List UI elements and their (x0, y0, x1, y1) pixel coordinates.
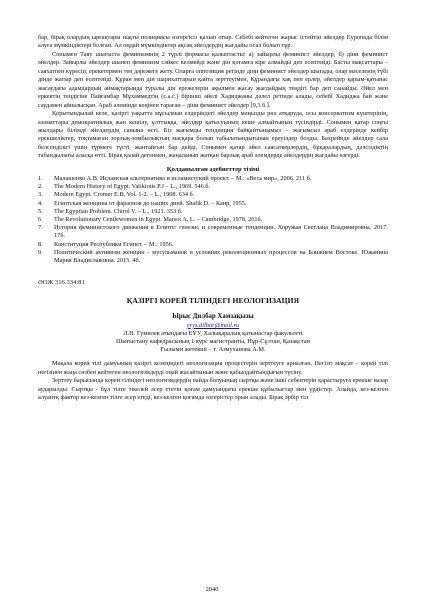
references-heading: Қолданылған әдебиеттер тізімі (166, 165, 260, 173)
reference-item (38, 208, 388, 216)
references-list (38, 175, 388, 265)
reference-text: Египтская женщина от фараонов до наших дней. Shafik D. – Каир, 1955. (54, 199, 247, 207)
reference-number: 1. (38, 175, 43, 182)
reference-text: The Revolutionary Centlewomen in Egypt. Marsot A. L. – Cambridge, 1978. 261б. (54, 216, 263, 224)
abstract-paragraph: Зерттеу барысында корей тіліндегі неологизмдердің пайда болуының сыртқы және ішкі себептерін қарастыруға ерекше назар аударылды. Сыртқы - бұл тілге тікелей әсер ететін қоғам дамуындағы ерекше құбылыстар мен үрдістер. Алайда, кез-келген алуантқ фактор кез-келген тілге әсер етеді, кез-келген қоғамда өзгерістер орын алады. Бірақ әрбір тіл (38, 377, 388, 402)
abstract (38, 360, 388, 402)
document-page (38, 34, 388, 402)
udc-code: ӘОЖ 316.334:81 (38, 279, 85, 287)
reference-text: Modern Egypt. Cromer E.B. Vol. 1-2. – L., 1908. 634 б. (54, 191, 195, 199)
reference-number: 7. (38, 224, 43, 232)
paragraph: бар, бірақ олардың ырғақтары нақты позициясы өзгергісіз қалып отыр. Себебі кейтеген жарыс істейтін әйелдер Еуропада білім алуға мүмкіндіктері болған. Ал оңдай мүмкіндіктер ақсақ әйелдердің жағдайы осал болып тұр. (38, 34, 388, 50)
reference-item (38, 216, 388, 224)
reference-text: История феминистского движения в Египте: генезис и современные тенденции. Хоружая Светлана Владимировна. 2017. 17б. (54, 224, 388, 240)
paragraph: Қорытындылай келе, қазіргі уақытта мұсылман елдеріндегі әйелдер мәңызды рөл атқаруда, осы консерватизм күштерінің, азаматтары демократиялық жан кешілу, ұлттыққа, әйелдер қатысуының кеше алмайтынын түсіндірді. Сонымен қатар соңғы жылдары білімді әйелдердің санына өсті. Біз жағымды тенденция байқайтынымыз – жағымсыз араб елдерінде кейбір ерекшеліктер, тоқтамаған зорлық-зомбылықтың масқара болып табылатындығынан ереуілдер болды. Бахрейнде әйелдер сала белсенділігі үшін түрмеге түсті, жантайғын бар дейді. Сонымен қатар әйел саясаткерлердің, бұқаралардың, дәлсіздіктің табандылығы аласқа өтті. Бірақ қалай дегенмен, жаңаланып жатқан барлық араб әлемдерде әйелдердің жағдайы өзгерді. (38, 110, 388, 160)
page-number: 2040 (205, 586, 219, 593)
reference-number: 4. (38, 199, 43, 207)
affiliation-line: Шығыстану кафедрасының 1 курс магистранты, Нұр-Сұлтан, Қазақстан (116, 338, 310, 346)
paragraph: Сонымен Таяу шығыста феминизмнің 2 түрлі формасы қалыптасты: а) зайырлы феминист әйелдер, б) діни феминист әйелдер. Зайырлы әйелдер шынеп феминизм сәйкес келмейді және дін қоғамға кіре алмайды деп есептейді. Басты мақсаттары – саяхатпен күресіп, ерекетермен тең дәрежеге жету. Оларға оппозиция ретінде діни феминист әйелдер шығады, олар мәселенің түбі дінде жатыр деп есептейді. Құран мен дін шарихаттарын қайта зерттеуімен, Құрандағы хақ пен ерлер, әйелдер қарым-қатынас жасаудағы адамдардың аймақтарында туралы дін ережелерін ақылмен жасау жағдайдың теңдігі бар деп санайды. Әйел мен еркектің теңдігіне Пайғамбар Мұхаммедтің (с.а.с.) бірінші әйелі Хадиджаны дәлел ретінде алады, себебі Хадиджа бай және саудамен айналысқан. Араб әлемінде кеңінен тараған – діни феминист әйелдер [9,3 б.]. (38, 50, 388, 109)
affiliation-line: Л.Н. Гумилев атындағы ЕҰУ, Халықаралық қатынастар факультеті (123, 329, 303, 337)
reference-text: The Modern History of Egypt. Vatikiotis P.J – L., 1969. 546 б. (54, 183, 211, 191)
reference-text: Малашенко А.В. Исламская альтернатива и исламистский проект. – М.: «Весь мир», 2006. 211 б. (54, 175, 312, 182)
reference-text: The Egyptian Problem. Chirol V. – L., 1921. 353 б. (54, 207, 183, 215)
reference-number: 8. (38, 240, 43, 248)
reference-number: 6. (38, 216, 43, 224)
reference-number: 3. (38, 191, 43, 199)
reference-item (38, 175, 388, 183)
author-email-link[interactable]: yrys.dilbar@mail.ru (186, 321, 240, 329)
reference-text: Политический активизм женщин - мусульманок в условиях революционных процессов на Ближнем Востоке. Южанина Мария Владиславовна. 2015. 4б. (54, 248, 388, 265)
reference-item (38, 249, 388, 265)
abstract-paragraph: Мақала корей тілі дамуының қазіргі кезеңіндегі неологизация процестерін зерттеуге арналған. Негізгі мақсат – корей тілі негізінен жаңа сөзбен кейтеген неологизмдерді оңай жасайтынын және қабылдайтындығын түсіну. (38, 360, 388, 376)
reference-number: 2. (38, 183, 43, 191)
reference-text: Конституция Республики Египет. – М.: 1956. (54, 240, 174, 248)
reference-item (38, 183, 388, 191)
reference-item (38, 241, 388, 249)
reference-item (38, 200, 388, 208)
reference-item (38, 191, 388, 199)
author-name: Ырыс Дилбар Хамзақызы (172, 313, 254, 321)
article-title: ҚАЗІРГІ КОРЕЙ ТІЛІНДЕГІ НЕОЛОГИЗАЦИЯ (126, 296, 300, 306)
reference-number: 5. (38, 207, 43, 215)
affiliation-line: Ғылыми жетекші – т. Азмуханова А.М. (160, 346, 266, 354)
reference-number: 9. (38, 248, 43, 256)
reference-item (38, 224, 388, 240)
